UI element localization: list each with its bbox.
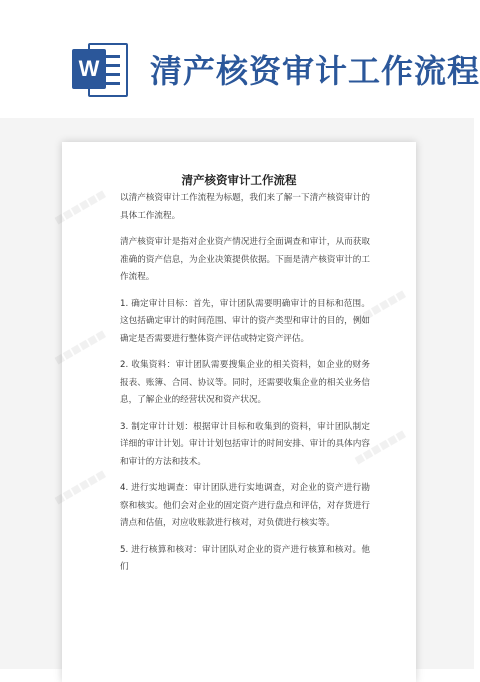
document-body <box>120 190 370 586</box>
watermark: ■■■■■■ <box>353 288 408 327</box>
preview-area <box>0 118 474 669</box>
watermark: ■■■■■■ <box>53 328 108 367</box>
banner-title: 清产核资审计工作流程 <box>150 52 480 90</box>
paragraph: 清产核资审计是指对企业资产情况进行全面调查和审计，从而获取准确的资产信息，为企业决策提供依据。下面是清产核资审计的工作流程。 <box>120 237 370 282</box>
paragraph: 以清产核资审计工作流程为标题，我们来了解一下清产核资审计的具体工作流程。 <box>120 193 370 221</box>
watermark: ■■■■■■ <box>353 428 408 467</box>
paragraph: 3. 制定审计计划：根据审计目标和收集到的资料，审计团队制定详细的审计计划。审计计划包括审计的时间安排、审计的具体内容和审计的方法和技术。 <box>120 421 370 467</box>
watermark: ■■■■■■ <box>53 188 108 227</box>
document-page <box>53 142 416 682</box>
word-document-icon <box>72 37 130 101</box>
paragraph: 1. 确定审计目标：首先，审计团队需要明确审计的目标和范围。这包括确定审计的时间范围、审计的资产类型和审计的目的，例如确定是否需要进行整体资产评估或特定资产评估。 <box>120 298 370 344</box>
paragraph: 2. 收集资料：审计团队需要搜集企业的相关资料，如企业的财务报表、账簿、合同、协议等。同时，还需要收集企业的相关业务信息，了解企业的经营状况和资产状况。 <box>120 360 370 405</box>
word-badge: W <box>72 49 106 89</box>
paragraph: 4. 进行实地调查：审计团队进行实地调查，对企业的资产进行勘察和核实。他们会对企业的固定资产进行盘点和评估，对存货进行清点和估值，对应收账款进行核对，对负债进行核实等。 <box>120 483 370 528</box>
header-banner <box>0 0 480 118</box>
paragraph: 5. 进行核算和核对：审计团队对企业的资产进行核算和核对。他们 <box>120 544 370 572</box>
document-title: 清产核资审计工作流程 <box>181 173 297 187</box>
watermark: ■■■■■■ <box>53 468 108 507</box>
